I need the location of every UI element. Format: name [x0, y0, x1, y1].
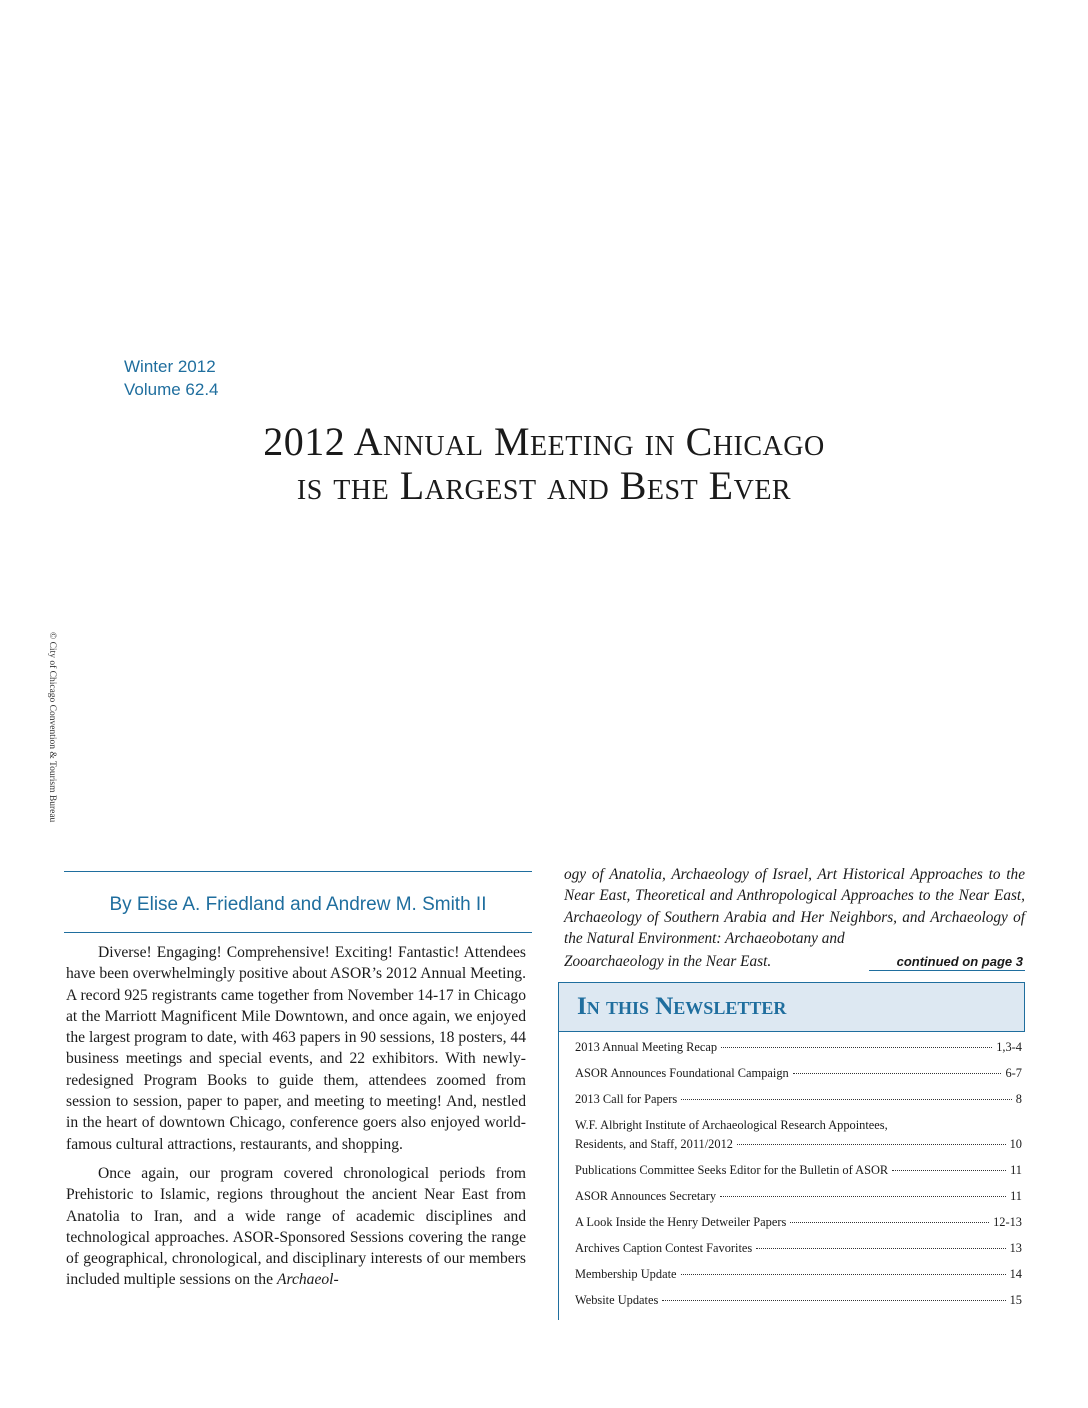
toc-header [558, 982, 1025, 1032]
toc-leader-dots [737, 1144, 1006, 1145]
byline: By Elise A. Friedland and Andrew M. Smith II [109, 894, 487, 915]
toc-item-label: A Look Inside the Henry Detweiler Papers [575, 1215, 787, 1229]
toc-item-page: 11 [1010, 1189, 1022, 1203]
byline-rule-bottom [64, 932, 532, 933]
toc-leader-dots [720, 1196, 1006, 1197]
toc-item-label: 2013 Call for Papers [575, 1092, 678, 1106]
issue-season: Winter 2012 [124, 357, 216, 376]
toc-leader-dots [681, 1099, 1012, 1100]
toc-leader-dots [793, 1073, 1002, 1074]
article-continuation-end [564, 949, 1025, 971]
toc-item-label: ASOR Announces Foundational Campaign [575, 1066, 789, 1080]
article-paragraph-2 [66, 1163, 526, 1291]
toc-item-label-line-1: W.F. Albright Institute of Archaeological Research Appointees, [575, 1118, 888, 1132]
article-paragraph-2-tail: Archaeol- [276, 1271, 339, 1289]
toc-title: In this Newsletter [577, 993, 787, 1020]
toc-item[interactable] [575, 1293, 1022, 1307]
byline-rule-top [64, 871, 532, 872]
toc-item-page: 11 [1010, 1163, 1022, 1177]
toc-item-page: 1,3-4 [996, 1040, 1022, 1054]
toc-leader-dots [790, 1222, 989, 1223]
toc-leader-dots [681, 1274, 1006, 1275]
article-paragraph-2-text: Once again, our program covered chronological periods from Prehistoric to Islamic, regions throughout the ancient Near East from Anatolia to Iran, and a wide range of academic disciplines and technological approaches. ASOR-Sponsored Sessions covering the range of geographical, chronological, and disciplinary interests of our members included multiple sessions on the [66, 1164, 526, 1289]
headline-line-2: is the Largest and Best Ever [296, 463, 792, 508]
toc-item-page: 8 [1015, 1092, 1022, 1106]
toc-item-label: 2013 Annual Meeting Recap [575, 1040, 718, 1054]
headline-line-1: 2012 Annual Meeting in Chicago [263, 419, 825, 464]
toc-item-label: Website Updates [575, 1293, 659, 1307]
issue-volume: Volume 62.4 [124, 380, 219, 399]
article-continuation: ogy of Anatolia, Archaeology of Israel, Art Historical Approaches to the Near East, Theoretical and Anthropological Approaches to the Near East, Archaeology of Southern Arabia and Her Neighbors, and Archaeology of the Natural Environment: Archaeobotany and [564, 866, 1025, 947]
toc-item-page: 14 [1009, 1267, 1022, 1281]
toc-item-label: Residents, and Staff, 2011/2012 [575, 1137, 733, 1151]
article-continuation-last-line: Zooarchaeology in the Near East. [564, 953, 772, 970]
toc-item[interactable] [575, 1066, 1022, 1080]
toc-item-page: 13 [1009, 1241, 1022, 1255]
toc-item-page: 10 [1009, 1137, 1022, 1151]
toc-leader-dots [721, 1047, 992, 1048]
toc-item-label: ASOR Announces Secretary [575, 1189, 717, 1203]
toc-leader-dots [662, 1300, 1005, 1301]
toc-item-label: Archives Caption Contest Favorites [575, 1241, 753, 1255]
headline [140, 420, 948, 508]
toc-item[interactable] [575, 1215, 1022, 1229]
toc-item-label: Membership Update [575, 1267, 677, 1281]
toc-leader-dots [892, 1170, 1006, 1171]
toc-item[interactable] [575, 1163, 1022, 1177]
toc-item[interactable] [575, 1092, 1022, 1106]
toc-item-label: Publications Committee Seeks Editor for the Bulletin of ASOR [575, 1163, 889, 1177]
toc-item-page: 6-7 [1005, 1066, 1022, 1080]
toc-border [558, 1032, 559, 1320]
toc-item-page: 12-13 [993, 1215, 1022, 1229]
article-paragraph-1: Diverse! Engaging! Comprehensive! Exciting! Fantastic! Attendees have been overwhelmingly positive about ASOR’s 2012 Annual Meeting. A record 925 registrants came together from November 14-17 in Chicago at the Marriott Magnificent Mile Downtown, and once again, we enjoyed the largest program to date, with 463 papers in 90 sessions, 18 posters, 44 business meetings and special events, and 22 exhibitors. With newly-redesigned Program Books to guide them, attendees zoomed from session to session, paper to paper, and meeting to meeting! And, nestled in the heart of downtown Chicago, conference goers also enjoyed world-famous cultural attractions, restaurants, and shopping. [66, 944, 526, 1153]
continued-on-page-link[interactable]: continued on page 3 [869, 954, 1025, 971]
toc-item[interactable] [575, 1241, 1022, 1255]
toc-item[interactable] [575, 1040, 1022, 1054]
toc-item-page: 15 [1009, 1293, 1022, 1307]
toc-item[interactable] [575, 1189, 1022, 1203]
toc-item[interactable] [575, 1118, 1022, 1151]
article-body [66, 942, 526, 1299]
toc-leader-dots [756, 1248, 1005, 1249]
toc-item[interactable] [575, 1267, 1022, 1281]
toc-list [575, 1040, 1022, 1319]
photo-credit: © City of Chicago Convention & Tourism Bureau [47, 632, 57, 823]
